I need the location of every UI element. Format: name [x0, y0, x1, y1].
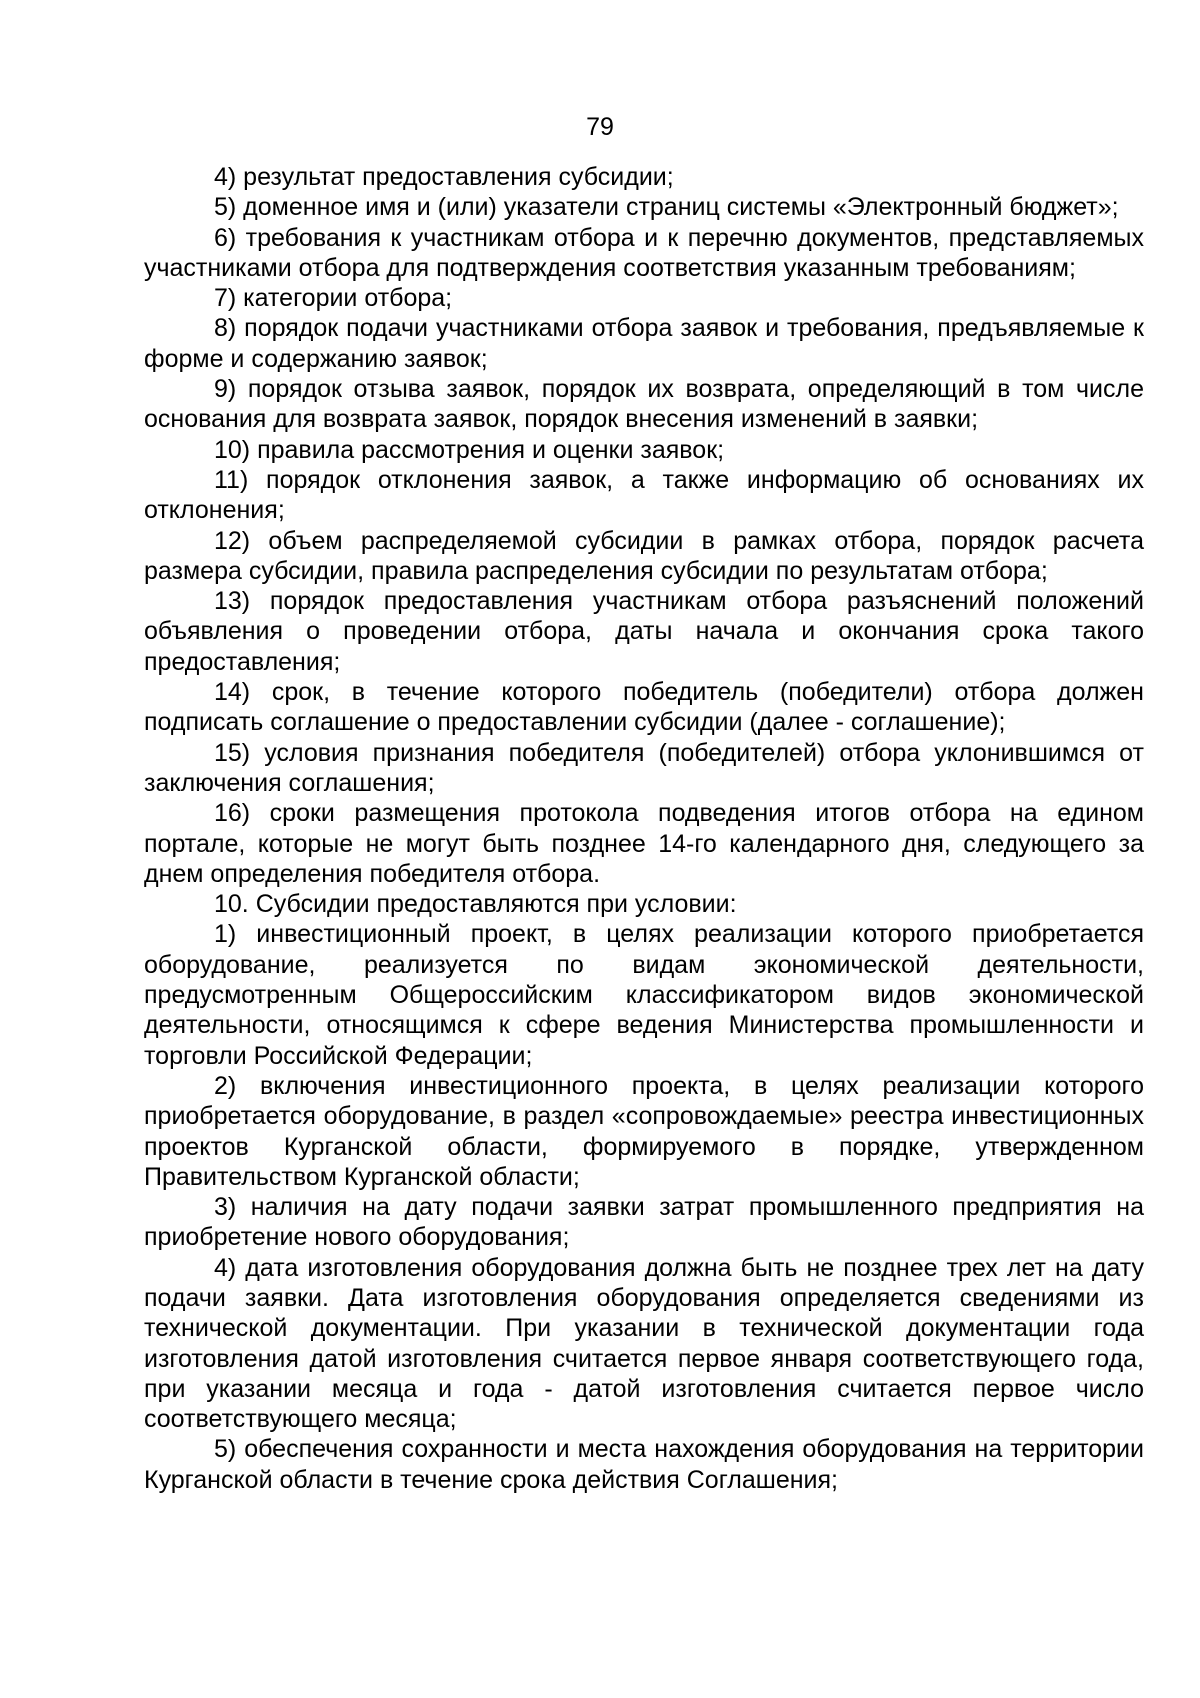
paragraph: 10) правила рассмотрения и оценки заявок; [214, 435, 725, 464]
paragraph: 4) дата изготовления оборудования должна быть не позднее трех лет на дату подачи заявки. Дата изготовления оборудования определяется сведениями из технической документации. При указании в технической документации года изготовления датой изготовления считается первое января соответствующего года, при указании месяца и года - датой изготовления считается первое число соответствующего месяца; [144, 1253, 1144, 1434]
paragraph: 11) порядок отклонения заявок, а также информацию об основаниях их отклонения; [144, 465, 1144, 525]
paragraph: 8) порядок подачи участниками отбора заявок и требования, предъявляемые к форме и содержанию заявок; [144, 314, 1144, 373]
paragraph: 12) объем распределяемой субсидии в рамках отбора, порядок расчета размера субсидии, правила распределения субсидии по результатам отбора; [144, 526, 1144, 585]
paragraph: 6) требования к участникам отбора и к перечню документов, представляемых участниками отбора для подтверждения соответствия указанным требованиям; [144, 223, 1144, 282]
paragraph: 10. Субсидии предоставляются при условии: [214, 890, 737, 919]
page-number: 79 [586, 113, 614, 141]
paragraph: 7) категории отбора; [214, 284, 453, 313]
document-body [144, 162, 1144, 1495]
paragraph: 14) срок, в течение которого победитель (победители) отбора должен подписать соглашение о предоставлении субсидии (далее - соглашение); [144, 678, 1144, 737]
paragraph: 9) порядок отзыва заявок, порядок их возврата, определяющий в том числе основания для возврата заявок, порядок внесения изменений в заявки; [144, 375, 1144, 434]
paragraph: 13) порядок предоставления участникам отбора разъяснений положений объявления о проведении отбора, даты начала и окончания срока такого предоставления; [144, 587, 1144, 676]
paragraph: 16) сроки размещения протокола подведения итогов отбора на едином портале, которые не могут быть позднее 14-го календарного дня, следующего за днем определения победителя отбора. [144, 799, 1144, 888]
paragraph: 5) обеспечения сохранности и места нахождения оборудования на территории Курганской области в течение срока действия Соглашения; [144, 1435, 1144, 1494]
paragraph: 2) включения инвестиционного проекта, в целях реализации которого приобретается оборудование, в раздел «сопровождаемые» реестра инвестиционных проектов Курганской области, формируемого в порядке, утвержденном Правительством Курганской области; [144, 1071, 1144, 1191]
paragraph: 4) результат предоставления субсидии; [214, 163, 674, 191]
paragraph: 5) доменное имя и (или) указатели страниц системы «Электронный бюджет»; [214, 193, 1119, 222]
paragraph: 15) условия признания победителя (победителей) отбора уклонившимся от заключения соглашения; [144, 738, 1144, 797]
paragraph: 1) инвестиционный проект, в целях реализации которого приобретается оборудование, реализуется по видам экономической деятельности, предусмотренным Общероссийским классификатором видов экономической деятельности, относящимся к сфере ведения Министерства промышленности и торговли Российской Федерации; [144, 920, 1144, 1070]
paragraph: 3) наличия на дату подачи заявки затрат промышленного предприятия на приобретение нового оборудования; [144, 1193, 1144, 1252]
